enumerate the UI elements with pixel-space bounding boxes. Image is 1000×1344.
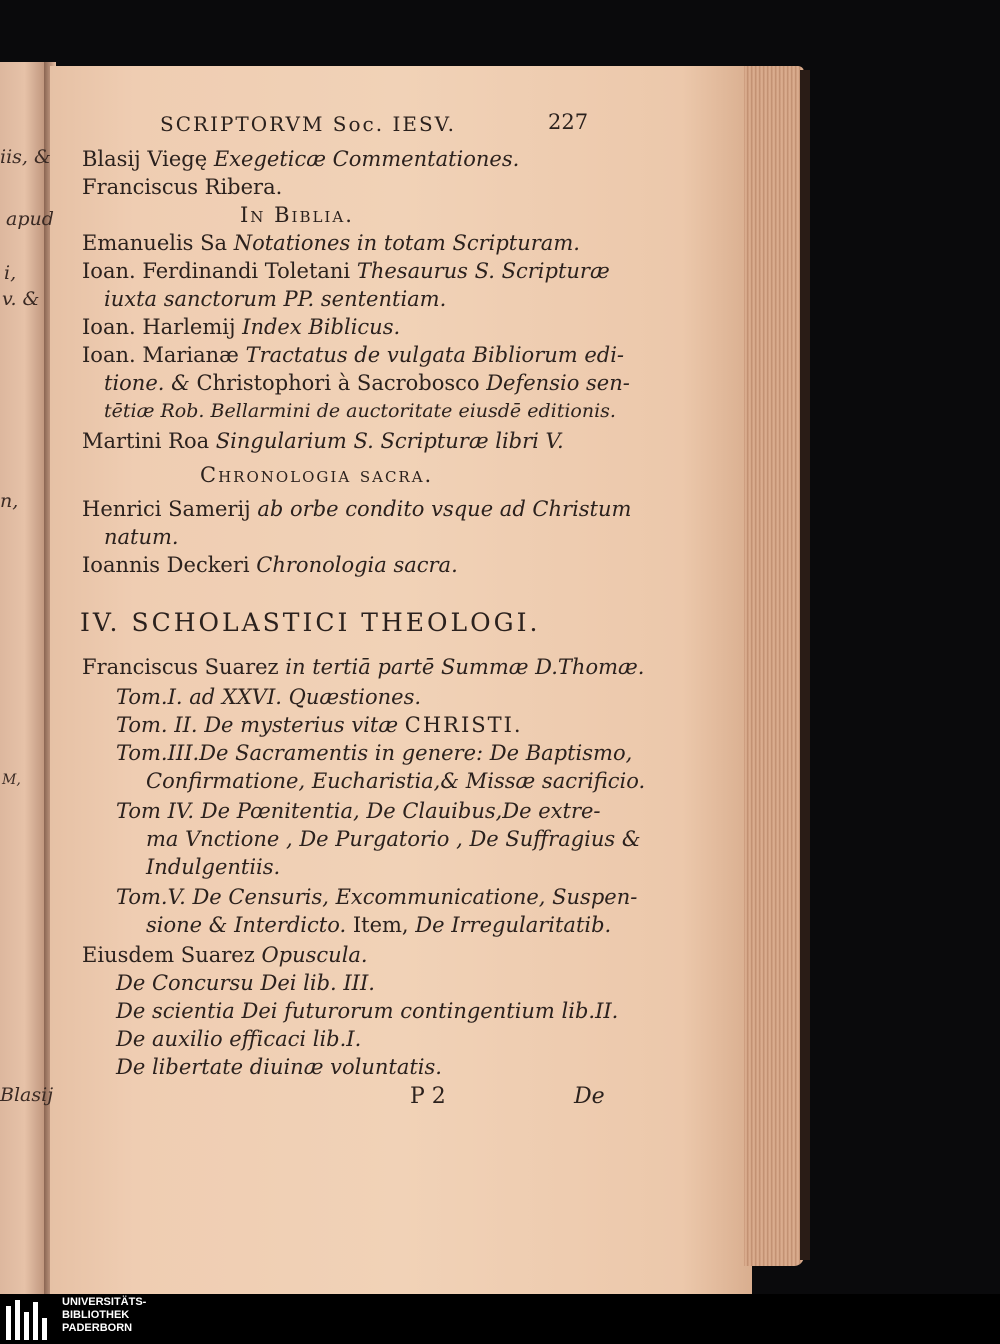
text-line: Indulgentiis. bbox=[146, 855, 281, 879]
text-line: Tom IV. De Pœnitentia, De Clauibus,De extre- bbox=[116, 799, 601, 823]
text-line: sione & Interdicto. Item, De Irregularitatib. bbox=[146, 913, 612, 937]
text-line: natum. bbox=[104, 525, 179, 549]
text-line: De libertate diuinæ voluntatis. bbox=[116, 1055, 442, 1079]
library-logo-text bbox=[62, 1296, 146, 1335]
text-line: De Concursu Dei lib. III. bbox=[116, 971, 375, 995]
text-line: Eiusdem Suarez Opuscula. bbox=[82, 943, 368, 967]
text-line: Ioan. Harlemij Index Biblicus. bbox=[82, 315, 401, 339]
text-line: tētiæ Rob. Bellarmini de auctoritate eiusdē editionis. bbox=[104, 400, 616, 422]
section-heading: Chronologia sacra. bbox=[200, 463, 434, 487]
text-line: Franciscus Ribera. bbox=[82, 175, 283, 199]
left-fragment: apud bbox=[6, 208, 54, 230]
running-title: SCRIPTORVM Soc. IESV. bbox=[160, 112, 456, 136]
section-heading: In Biblia. bbox=[240, 203, 354, 227]
library-logo-icon bbox=[6, 1300, 54, 1340]
text-line: Tom.V. De Censuris, Excommunicatione, Suspen- bbox=[116, 885, 638, 909]
logo-line: UNIVERSITÄTS- bbox=[62, 1296, 147, 1308]
text-line: Tom.III.De Sacramentis in genere: De Baptismo, bbox=[116, 741, 633, 765]
page-edges bbox=[744, 66, 804, 1266]
text-line: Tom.I. ad XXVI. Quæstiones. bbox=[116, 685, 422, 709]
text-line: iuxta sanctorum PP. sententiam. bbox=[104, 287, 447, 311]
logo-line: PADERBORN bbox=[62, 1322, 133, 1334]
chapter-heading: IV. SCHOLASTICI THEOLOGI. bbox=[80, 608, 541, 637]
catchword: De bbox=[574, 1084, 605, 1109]
text-line: tione. & Christophori à Sacrobosco Defensio sen- bbox=[104, 371, 630, 395]
text-line: Franciscus Suarez in tertiā partē Summæ D.Thomæ. bbox=[82, 655, 645, 679]
left-fragment: M, bbox=[2, 772, 21, 788]
text-line: Ioan. Ferdinandi Toletani Thesaurus S. Scripturæ bbox=[82, 259, 610, 283]
text-line: De auxilio efficaci lib.I. bbox=[116, 1027, 362, 1051]
signature-mark: P 2 bbox=[410, 1084, 446, 1109]
text-line: Tom. II. De mysterius vitæ CHRISTI. bbox=[116, 713, 523, 737]
left-fragment: n, bbox=[0, 490, 19, 512]
text-line: Confirmatione, Eucharistia,& Missæ sacrificio. bbox=[146, 769, 646, 793]
left-fragment: Blasij bbox=[0, 1084, 54, 1106]
edge-shadow bbox=[800, 70, 810, 1260]
text-line: Ioannis Deckeri Chronologia sacra. bbox=[82, 553, 458, 577]
text-line: De scientia Dei futurorum contingentium lib.II. bbox=[116, 999, 619, 1023]
text-line: ma Vnctione , De Purgatorio , De Suffragius & bbox=[146, 827, 641, 851]
text-line: Blasij Viegę Exegeticæ Commentationes. bbox=[82, 147, 520, 171]
footer-bar bbox=[0, 1294, 1000, 1344]
page-number: 227 bbox=[548, 110, 589, 134]
left-fragment: iis, & bbox=[0, 146, 51, 168]
text-line: Emanuelis Sa Notationes in totam Scripturam. bbox=[82, 231, 580, 255]
left-page-edge bbox=[0, 62, 48, 1294]
text-line: Henrici Samerij ab orbe condito vsque ad Christum bbox=[82, 497, 632, 521]
left-fragment: i, bbox=[4, 262, 17, 284]
text-line: Martini Roa Singularium S. Scripturæ libri V. bbox=[82, 429, 564, 453]
logo-line: BIBLIOTHEK bbox=[62, 1309, 130, 1321]
left-fragment: v. & bbox=[2, 288, 40, 310]
text-line: Ioan. Marianæ Tractatus de vulgata Bibliorum edi- bbox=[82, 343, 625, 367]
